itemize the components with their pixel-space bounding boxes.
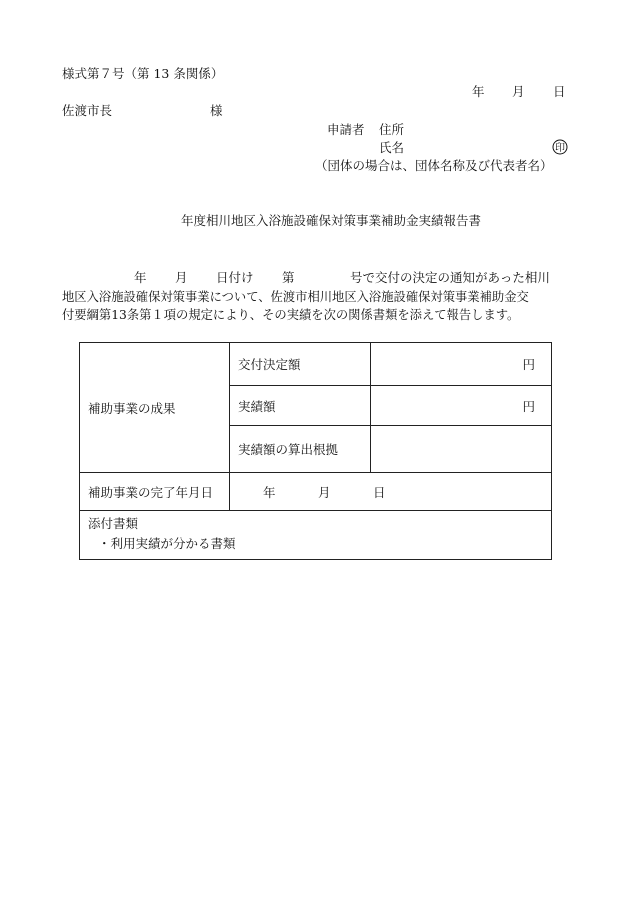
honorific: 様 (210, 103, 223, 118)
grant-decision-label-cell (230, 343, 371, 386)
grant-decision-amount-cell[interactable] (371, 343, 552, 386)
body-month: 月 (175, 270, 188, 285)
completion-year: 年 (263, 484, 276, 500)
body-dai: 第 (282, 270, 295, 285)
applicant-address-label: 住所 (379, 122, 405, 137)
actual-amount-cell[interactable] (371, 386, 552, 426)
body-line2: 地区入浴施設確保対策事業について、佐渡市相川地区入浴施設確保対策事業補助金交 (62, 290, 529, 304)
applicant-role-label: 申請者 (327, 122, 365, 137)
basis-label: 実績額の算出根拠 (238, 442, 339, 457)
form-number: 様式第７号（第 13 条関係） (62, 66, 224, 81)
results-label: 補助事業の成果 (88, 400, 176, 416)
date-year-label: 年 (472, 84, 485, 99)
actual-unit: 円 (522, 398, 535, 414)
grant-decision-label: 交付決定額 (238, 357, 301, 372)
completion-label: 補助事業の完了年月日 (88, 484, 214, 500)
completion-label-cell (80, 473, 230, 511)
date-month-label: 月 (512, 84, 525, 99)
basis-label-cell (230, 426, 371, 473)
attachment-item: ・利用実績が分かる書類 (98, 536, 236, 551)
report-table (79, 342, 552, 560)
actual-label: 実績額 (238, 398, 276, 414)
completion-day: 日 (373, 484, 386, 500)
seal-icon (552, 139, 568, 155)
attachments-cell (80, 511, 552, 560)
completion-date-cell[interactable] (230, 473, 552, 511)
applicant-name-label: 氏名 (379, 140, 405, 155)
grant-decision-unit: 円 (522, 357, 535, 372)
results-label-cell (80, 343, 230, 473)
body-year: 年 (134, 270, 147, 285)
body-day-ref: 日付け (216, 270, 254, 285)
body-line1-tail: 号で交付の決定の通知があった相川 (350, 270, 550, 285)
addressee: 佐渡市長 (62, 103, 113, 118)
seal-char: 印 (555, 143, 565, 154)
applicant-group-note: （団体の場合は、団体名称及び代表者名） (315, 158, 553, 173)
attachments-label: 添付書類 (88, 516, 139, 531)
completion-month: 月 (318, 484, 331, 500)
basis-value-cell[interactable] (371, 426, 552, 473)
document-title: 年度相川地区入浴施設確保対策事業補助金実績報告書 (181, 213, 482, 228)
actual-label-cell (230, 386, 371, 426)
body-line3: 付要綱第13条第１項の規定により、その実績を次の関係書類を添えて報告します。 (62, 308, 520, 322)
date-day-label: 日 (553, 84, 566, 99)
